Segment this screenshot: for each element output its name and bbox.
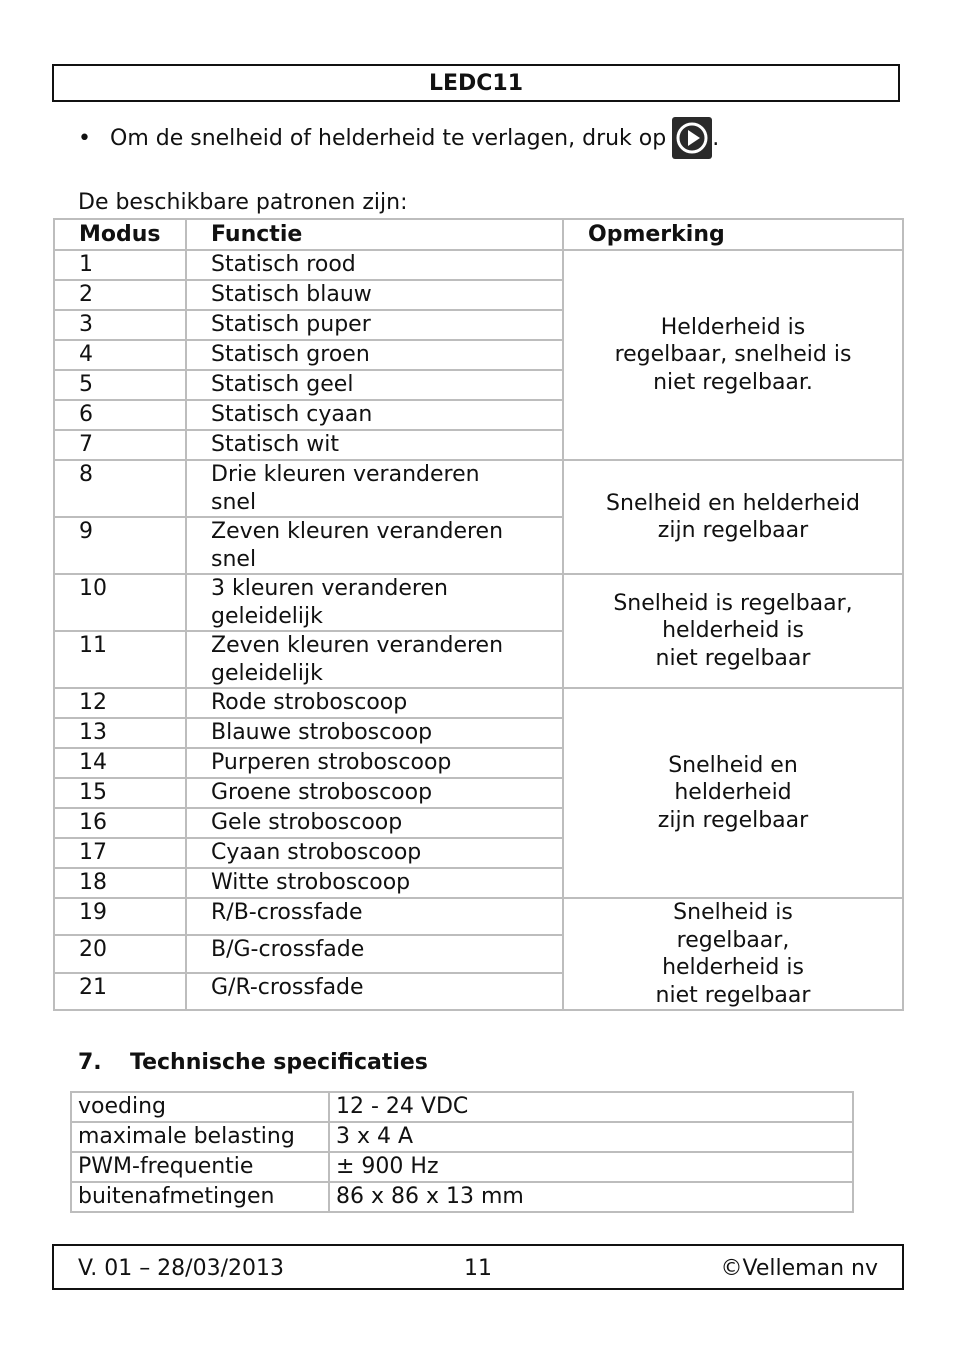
mode-number: 6 xyxy=(54,400,186,430)
spec-row xyxy=(71,1182,853,1212)
mode-row xyxy=(54,250,903,280)
mode-function xyxy=(186,430,563,460)
mode-remark-line: Snelheid is xyxy=(673,900,793,925)
mode-remark-line: zijn regelbaar xyxy=(657,518,809,543)
mode-number: 21 xyxy=(54,973,186,1010)
spec-label: PWM-frequentie xyxy=(71,1152,329,1182)
header-title: LEDC11 xyxy=(428,70,524,96)
mode-number: 19 xyxy=(54,898,186,935)
mode-function-line: Gele stroboscoop xyxy=(211,810,403,835)
mode-function xyxy=(186,631,563,688)
mode-function xyxy=(186,688,563,718)
mode-function-line: Statisch puper xyxy=(211,312,371,337)
section-heading xyxy=(78,1048,428,1078)
mode-number: 18 xyxy=(54,868,186,898)
mode-function-line: snel xyxy=(211,546,257,572)
mode-function xyxy=(186,400,563,430)
spec-row xyxy=(71,1152,853,1182)
footer-page-number: 11 xyxy=(464,1256,492,1281)
spec-label: maximale belasting xyxy=(71,1122,329,1152)
mode-function-line: snel xyxy=(211,489,257,515)
mode-remark-line: helderheid is xyxy=(662,955,804,980)
mode-remark xyxy=(563,250,903,460)
spec-label: buitenafmetingen xyxy=(71,1182,329,1212)
mode-remark-line: helderheid xyxy=(674,780,792,806)
mode-remark xyxy=(563,574,903,688)
mode-row xyxy=(54,688,903,718)
footer-copyright: ©Velleman nv xyxy=(720,1256,878,1281)
mode-remark-line: regelbaar, xyxy=(676,927,790,953)
mode-remark-line: regelbaar, snelheid is xyxy=(614,342,852,368)
mode-number: 5 xyxy=(54,370,186,400)
bullet-instruction xyxy=(78,116,719,160)
mode-function-line: Statisch wit xyxy=(211,432,340,457)
mode-number: 11 xyxy=(54,631,186,688)
mode-number: 7 xyxy=(54,430,186,460)
mode-number: 16 xyxy=(54,808,186,838)
mode-function-line: 3 kleuren veranderen xyxy=(211,576,448,601)
mode-function xyxy=(186,973,563,1010)
mode-function-line: Statisch geel xyxy=(211,372,354,397)
modes-header-row xyxy=(54,219,903,250)
mode-function-line: Drie kleuren veranderen xyxy=(211,462,480,487)
mode-row xyxy=(54,460,903,517)
section-number: 7. xyxy=(78,1050,102,1075)
mode-function xyxy=(186,310,563,340)
header-opmerking: Opmerking xyxy=(563,219,903,250)
mode-row xyxy=(54,898,903,935)
mode-remark xyxy=(563,688,903,898)
mode-function-line: R/B-crossfade xyxy=(211,900,363,925)
mode-remark-line: helderheid is xyxy=(662,618,804,644)
mode-number: 1 xyxy=(54,250,186,280)
mode-function-line: Purperen stroboscoop xyxy=(211,750,452,775)
mode-number: 3 xyxy=(54,310,186,340)
mode-function-line: Witte stroboscoop xyxy=(211,870,411,895)
mode-remark-line: Snelheid en helderheid xyxy=(606,490,860,516)
mode-function-line: Blauwe stroboscoop xyxy=(211,720,433,745)
mode-function-line: Rode stroboscoop xyxy=(211,690,408,715)
mode-function-line: G/R-crossfade xyxy=(211,974,364,1000)
mode-function-line: Statisch rood xyxy=(211,252,356,277)
mode-row xyxy=(54,574,903,631)
spec-value: 86 x 86 x 13 mm xyxy=(329,1182,853,1212)
mode-function-line: Cyaan stroboscoop xyxy=(211,840,422,865)
page-header xyxy=(52,64,900,102)
mode-function-line: geleidelijk xyxy=(211,660,323,686)
mode-function-line: Statisch groen xyxy=(211,342,370,367)
spec-label: voeding xyxy=(71,1092,329,1122)
mode-number: 9 xyxy=(54,517,186,574)
modes-table xyxy=(53,218,904,1011)
mode-function-line: Statisch blauw xyxy=(211,282,372,307)
spec-row xyxy=(71,1092,853,1122)
spec-value: 3 x 4 A xyxy=(329,1122,853,1152)
section-title: Technische specificaties xyxy=(130,1050,428,1075)
bullet-suffix: . xyxy=(712,125,720,151)
mode-number: 12 xyxy=(54,688,186,718)
mode-function xyxy=(186,370,563,400)
mode-remark-line: Snelheid is regelbaar, xyxy=(613,590,853,616)
bullet-marker: • xyxy=(78,125,91,151)
page-footer xyxy=(52,1244,904,1290)
mode-remark-line: Snelheid en xyxy=(668,752,798,778)
mode-number: 8 xyxy=(54,460,186,517)
mode-function xyxy=(186,574,563,631)
modes-body xyxy=(54,250,903,1010)
mode-function xyxy=(186,718,563,748)
spec-value: 12 - 24 VDC xyxy=(329,1092,853,1122)
mode-function xyxy=(186,868,563,898)
mode-function-line: B/G-crossfade xyxy=(211,937,365,963)
mode-function xyxy=(186,517,563,574)
mode-function-line: Groene stroboscoop xyxy=(211,780,433,805)
mode-remark-line: Helderheid is xyxy=(660,314,806,340)
mode-number: 2 xyxy=(54,280,186,310)
mode-function xyxy=(186,460,563,517)
header-functie: Functie xyxy=(186,219,563,250)
mode-function-line: Statisch cyaan xyxy=(211,402,373,427)
patterns-intro: De beschikbare patronen zijn: xyxy=(78,190,408,215)
mode-function xyxy=(186,808,563,838)
mode-function xyxy=(186,280,563,310)
mode-remark-line: zijn regelbaar xyxy=(657,807,809,833)
mode-function xyxy=(186,340,563,370)
mode-number: 10 xyxy=(54,574,186,631)
mode-number: 14 xyxy=(54,748,186,778)
mode-number: 13 xyxy=(54,718,186,748)
specs-body xyxy=(71,1092,853,1212)
mode-remark-line: niet regelbaar xyxy=(655,645,811,671)
bullet-text: Om de snelheid of helderheid te verlagen, druk op xyxy=(110,125,667,151)
mode-remark-line: niet regelbaar xyxy=(655,982,811,1008)
mode-function-line: Zeven kleuren veranderen xyxy=(211,633,504,658)
specs-table xyxy=(70,1091,854,1213)
mode-remark xyxy=(563,898,903,1010)
mode-function-line: geleidelijk xyxy=(211,603,323,629)
mode-function xyxy=(186,778,563,808)
mode-function xyxy=(186,898,563,935)
footer-version: V. 01 – 28/03/2013 xyxy=(78,1256,284,1281)
spec-row xyxy=(71,1122,853,1152)
spec-value: ± 900 Hz xyxy=(329,1152,853,1182)
play-button-icon xyxy=(672,117,712,159)
mode-function xyxy=(186,935,563,972)
mode-function xyxy=(186,748,563,778)
mode-number: 4 xyxy=(54,340,186,370)
mode-number: 17 xyxy=(54,838,186,868)
mode-number: 20 xyxy=(54,935,186,972)
mode-function xyxy=(186,250,563,280)
mode-remark xyxy=(563,460,903,574)
mode-function-line: Zeven kleuren veranderen xyxy=(211,519,504,544)
mode-function xyxy=(186,838,563,868)
header-modus: Modus xyxy=(54,219,186,250)
mode-number: 15 xyxy=(54,778,186,808)
mode-remark-line: niet regelbaar. xyxy=(653,369,813,395)
